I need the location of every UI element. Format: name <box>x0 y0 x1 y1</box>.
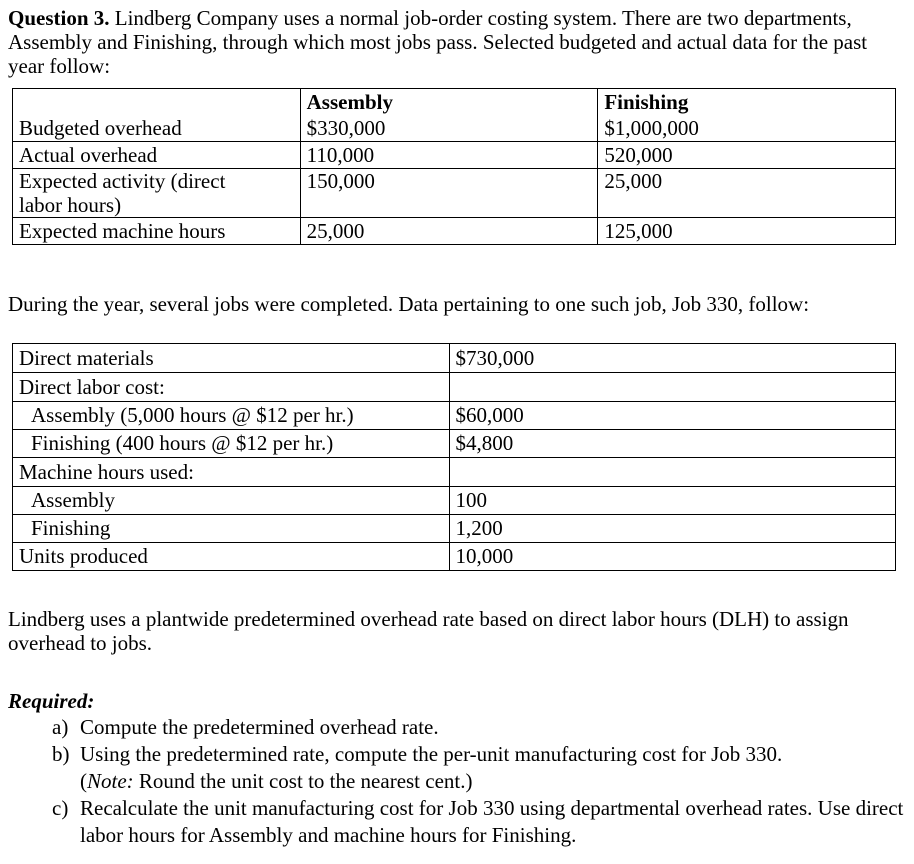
row-label: Actual overhead <box>13 142 301 169</box>
row-label: Units produced <box>13 543 450 571</box>
row-label-line-1: Expected activity (direct <box>19 169 226 193</box>
table-row <box>13 487 896 515</box>
list-item <box>8 714 908 741</box>
row-value: $4,800 <box>449 430 895 458</box>
finishing-value: 25,000 <box>598 169 896 218</box>
table-row <box>13 543 896 571</box>
row-label-line-2: labor hours) <box>19 193 122 217</box>
assembly-value: $330,000 <box>300 115 598 142</box>
item-text: Compute the predetermined overhead rate. <box>80 715 439 739</box>
item-marker: c) <box>52 796 69 820</box>
table-row <box>13 115 896 142</box>
table-row <box>13 218 896 245</box>
row-label: Direct labor cost: <box>13 373 450 402</box>
assembly-value: 150,000 <box>300 169 598 218</box>
item-text: Recalculate the unit manufacturing cost for Job 330 using departmental overhead rates. Use direct labor hours for Assembly and machine hours for Finishing. <box>80 796 904 847</box>
required-list <box>8 714 908 849</box>
header-blank-cell <box>13 89 301 116</box>
row-value: 10,000 <box>449 543 895 571</box>
list-item <box>8 795 908 849</box>
question-label: Question 3. <box>8 6 110 30</box>
row-value: 100 <box>449 487 895 515</box>
table-row <box>13 458 896 487</box>
table-row <box>13 142 896 169</box>
row-value: 1,200 <box>449 515 895 543</box>
table-row <box>13 402 896 430</box>
row-label: Direct materials <box>13 344 450 373</box>
budget-data-table <box>12 88 896 245</box>
note-open: ( <box>80 769 87 793</box>
row-value: $730,000 <box>449 344 895 373</box>
table-row <box>13 430 896 458</box>
row-label: Finishing <box>13 515 450 543</box>
job-data-paragraph: During the year, several jobs were completed. Data pertaining to one such job, Job 330, follow: <box>8 292 810 316</box>
row-label: Assembly <box>13 487 450 515</box>
item-marker: a) <box>52 715 69 739</box>
row-label: Expected machine hours <box>13 218 301 245</box>
note-text: Round the unit cost to the nearest cent.) <box>133 769 473 793</box>
finishing-value: 125,000 <box>598 218 896 245</box>
item-text: Using the predetermined rate, compute the per-unit manufacturing cost for Job 330. <box>80 742 783 766</box>
row-label: Budgeted overhead <box>13 115 301 142</box>
table-row <box>13 373 896 402</box>
document <box>8 6 908 847</box>
row-label <box>13 169 301 218</box>
finishing-value: 520,000 <box>598 142 896 169</box>
intro-paragraph <box>8 6 900 78</box>
required-heading: Required: <box>8 689 95 713</box>
finishing-value: $1,000,000 <box>598 115 896 142</box>
header-assembly: Assembly <box>300 89 598 116</box>
job-330-table <box>12 343 896 571</box>
intro-text: Lindberg Company uses a normal job-order costing system. There are two departments, Assembly and Finishing, through which most jobs pass. Selected budgeted and actual data for the past year follow: <box>8 6 868 78</box>
row-value: $60,000 <box>449 402 895 430</box>
table-header-row <box>13 89 896 116</box>
header-finishing: Finishing <box>598 89 896 116</box>
plantwide-rate-paragraph: Lindberg uses a plantwide predetermined overhead rate based on direct labor hours (DLH) to assign overhead to jobs. <box>8 607 849 655</box>
table-row <box>13 515 896 543</box>
row-label: Finishing (400 hours @ $12 per hr.) <box>13 430 450 458</box>
row-value <box>449 458 895 487</box>
note-label: Note: <box>87 769 134 793</box>
row-value <box>449 373 895 402</box>
table-row <box>13 169 896 218</box>
item-marker: b) <box>52 742 70 766</box>
table-row <box>13 344 896 373</box>
list-item <box>8 741 908 795</box>
row-label: Assembly (5,000 hours @ $12 per hr.) <box>13 402 450 430</box>
assembly-value: 110,000 <box>300 142 598 169</box>
assembly-value: 25,000 <box>300 218 598 245</box>
row-label: Machine hours used: <box>13 458 450 487</box>
